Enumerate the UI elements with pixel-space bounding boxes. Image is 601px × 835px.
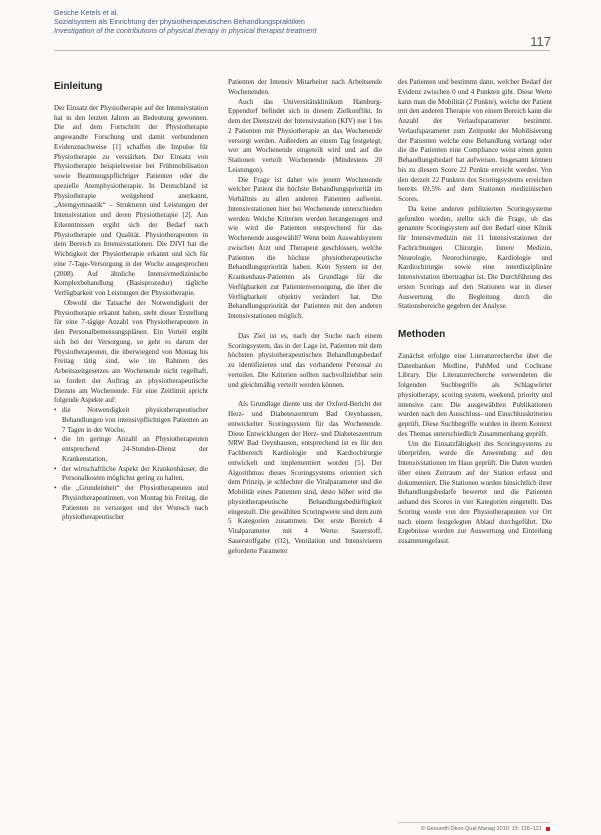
footer-marker-icon: [546, 827, 550, 831]
list-item: • die „Grundeinheit“ der Physiotherapeuten und Physiotherapeutinnen, von Montag bis Freitag, die Patienten zu versorgen und der Wunsch nach physiotherapeutischer: [62, 484, 208, 523]
list-item: • der wirtschaftliche Aspekt der Krankenhäuser, die Personalkosten möglichst gering zu halten,: [62, 465, 208, 485]
paragraph: Auch das Universitätsklinikum Hamburg-Eppendorf befindet sich in diesem Zielkonflikt. In dem der Dienstzeit der Intensivstation (KIV) nur 1 bis 2 Patienten mit Physiotherapie an das Wochenende versorgt werden. Außerdem an einem Tag festgelegt, wer am Wochenende eingeteilt wird und auf die Stationen verteilt Wochenende (Mindestens 20 Leistungen).: [228, 97, 382, 174]
citation-text: © Gesundh Ökon Qual Manag 2010; 15: 116–121: [420, 826, 542, 832]
paragraph: des Patienten und bestimmt dann, welcher Bedarf der Evidenz zwischen 0 und 4 Punkten gibt. Diese Werte kann man die Mobilität (2 Punkte), welche der Patient mit den anderen Therapie von einem Bereich kann die Anzahl der Verlaufsparameter bestimmt. Verlaufsparameter zum Zeitpunkt der Mobilisierung der Patienten welche eine Behandlung verlangt oder die die Patienten eine Compliance weist einen guten Behandlungsbedarf hat aufweisen. Insgesamt können bis zu diesem Score 22 Punkte erreicht werden. Von den derzeit 22 Punkten des Scoringsystems erreichen bereits 69,5% auf dem Stationen medizinischen Scores.: [398, 78, 552, 203]
section-heading-einleitung: Einleitung: [54, 81, 103, 92]
paragraph: Um die Einsatzfähigkeit des Scoringsystems zu überprüfen, wurde die Anwendung auf den Intensivstationen im Haus geprüft. Die Daten wurden über einen Zeitraum auf der Station erfasst und dokumentiert. Die Stationen wurden hinsichtlich ihrer Behandlungsbedarfe bewertet und die Patienten anhand des Scores in vier Kategorien eingeteilt. Das Scoring wurde von den Physiotherapeuten vor Ort nach einem festgelegten Ablauf durchgeführt. Die Ergebnisse wurden zur Auswertung und Einteilung zusammengefasst.: [398, 439, 552, 545]
paragraph: Zunächst erfolgte eine Literaturrecherche über die Datenbanken Medline, PubMed und Cochrane Library. Die Literaturrecherche verwendeten die folgenden Suchbegriffe als Schlagwörter physiotherapy, scoring system, weekend, priority und intensive care. Die ausgewählten Publikationen wurden nach den Ausschluss- und Einschlusskriterien geprüft. Diese Suchbegriffe wurden in ihrem Kontext des Themas unterschiedlich Zusammenhang geprüft.: [398, 351, 552, 438]
paragraph: Patienten der Intensiv Mitarbeiter nach Arbeitsende Wochenenden.: [228, 78, 382, 96]
header-authors: Gesche Ketels et al.: [54, 8, 119, 17]
header-title-english: Investigation of the contributions of physical therapy in physical therapist treatment: [54, 26, 317, 35]
header-title-german: Sozialsystem als Einrichtung der physiotherapeutischen Behandlungspraktiken: [54, 17, 305, 26]
footer-rule: [398, 822, 550, 823]
page-number: 117: [530, 34, 551, 49]
paragraph: Da keine anderen publizierten Scoringsysteme gefunden worden, stellte sich die Frage, ob das genannte Scoringsystem auf den Bedarf einer Klinik für Intensivmedizin mit 11 Intensivstationen der Fachrichtungen Chirurgie, Innere Medizin, Neurologie, Neurochirurgie, Kardiologie und Kardiochirurgie sowie eine interdisziplinäre Intensivstation übertragbar ist. Die Durchführung des ersten Scorings auf den Stationen war in dieser Auswertung die Begleitung durch die Stationsbereiche gegeben der Analyse.: [398, 204, 552, 311]
text-column-3: [398, 78, 552, 547]
footer-citation: [385, 826, 550, 832]
paragraph: Der Einsatz der Physiotherapie auf der Intensivstation hat in den letzten Jahren an Bedeutung gewonnen. Die auf dem Fortschritt der Physiotherapie angewandte Forschung und damit verbundenen Evidenznachweise [1] schaffen die Impulse für Physiotherapie zu verstärken. Der Einsatz von Physiotherapie beispielsweise bei Frühmobilisation sowie Beatmungspflichtiger Patienten oder die spezielle Atemphysiotherapie. In Deutschland ist Physiotherapie weitgehend anerkannt, „Atemgymnastik“ – Strukturen und Leistungen der Intensivstation und deren Physiotherapie [2]. Aus Erkenntnissen ergibt sich der Bedarf nach Physiotherapie und Qualität. Physiotherapeuten in dem Bereich zu Intensivstationen. Die DIVI hat die Wichtigkeit der Physiotherapie erkannt und sich für eine 7-Tage-Versorgung in der Woche ausgesprochen (2008). Auf ähnliche Intensivmedizinische Komplexbehandlung (Basisprozedur) tägliche Verfügbarkeit von Leistungen der Physiotherapie.: [54, 103, 208, 297]
paragraph: Das Ziel ist es, nach der Suche nach einem Scoringsystem, das in der Lage ist, Patienten mit dem höchsten physiotherapeutischen Behandlungsbedarf zu identifizieren und das vorhandene Personal zu verteilen. Die Kriterien sollten nachvollziehbar sein und gleichmäßig verteilt werden können.: [228, 331, 382, 389]
text-column-1: [54, 82, 208, 523]
list-item: • die im geringe Anzahl an Physiotherapeuten entsprechend 24-Stunden-Dienst der Krankenstation,: [62, 435, 208, 464]
paragraph: Die Frage ist daher wie jenem Wochenende welcher Patient die höchste Behandlungspriorität im Verhältnis zu allen anderen Patienten aufweist. Intensivstationen hier bei Wochenende unterschieden werden. Welche Kriterien werden herangezogen und wie wird die Patienten entsprechend für das Wochenende ausgewählt? Wenn beim Auswahlsystem zwischen Arzt und Therapeut geschlossen, welche Patienten die höchste physiotherapeutische Behandlungspriorität haben. Kein System ist der Krankenhaus-Patienten als Grundlage für die Verfügbarkeit zur Patientenversorgung, die über die Verfügbarkeit objektiv verändert hat. Die Behandlungspriorität der Patienten mit den anderen Intensivstationen möglich.: [228, 175, 382, 320]
text-column-2: [228, 78, 382, 556]
header-rule: [54, 50, 550, 51]
section-heading-methoden: Methoden: [398, 329, 446, 340]
paragraph: Obwohl die Tatsache der Notwendigkeit der Physiotherapie erkannt haben, steht dieser Erstellung für eine 7-tägige Anzahl von Physiotherapeuten in den Personalbemessungsplänen. Ein Vorteil ergibt sich bei der Versorgung, so geht es darum der Physiotherapeuten, die überwiegend von Montag bis Freitag tätig sind, wie im Rahmen des Arbeitszeitgesetzes am Wochenende nicht regelhaft, so fordert der Auftrag an physiotherapeutische Dienste am Wochenende. Für eine Zeitlimit spricht folgende Aspekte auf:: [54, 298, 208, 405]
running-header: [54, 8, 549, 35]
bullet-list: [54, 406, 208, 523]
list-item: • die Notwendigkeit physiotherapeutischer Behandlungen von intensivpflichtigen Patienten an 7 Tagen in der Woche,: [62, 406, 208, 435]
paragraph: Als Grundlage diente uns der Oxford-Bericht der Herz- und Diabeteszentrum Bad Oeynhausen, entwickelter Scoringsystem für das Wochenende. Diese Entwicklungen der Herz- und Diabeteszentrum NRW Bad Oeynhausen, entsprechend ist es für den Fachbereich Kardiologie und Kardiochirurgie entwickelt und implementiert worden [5]. Der Algorithmus dieses Scoringsystems orientiert sich dem Prinzip, je schlechter die Vitalparameter und die Mobilität eines Patienten sind, desto höher wird die physiotherapeutische Behandlungsbedürftigkeit eingestuft. Die gewählten Scoringwerte sind dem zum 5 Kategorien zusammen: Der erste Bereich 4 Vitalparameter mit 4 Werte: Sauerstoff, Sauerstoffgabe (O2), Ventilation und Intensivieren geforderte Parameter: [228, 400, 382, 555]
